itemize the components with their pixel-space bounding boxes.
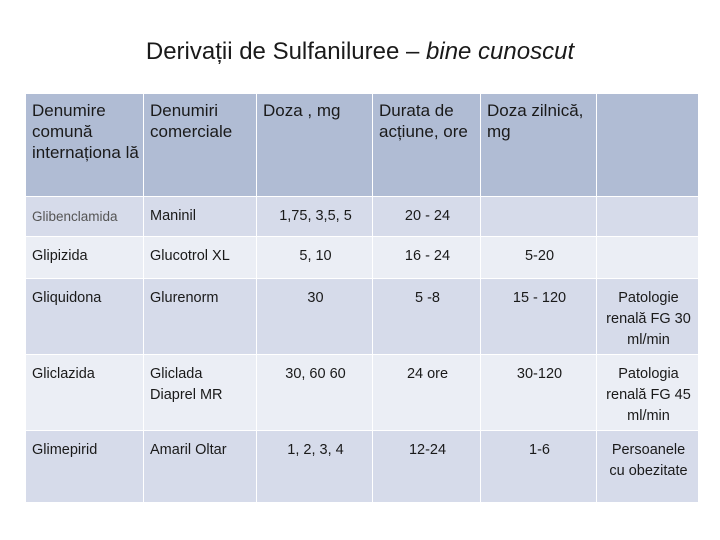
cell-daily: 30-120 [481,355,597,431]
cell-daily [481,197,597,237]
cell-trade: Maninil [144,197,257,237]
cell-duration: 5 -8 [373,279,481,355]
cell-dose: 5, 10 [257,237,373,279]
cell-daily: 15 - 120 [481,279,597,355]
sulfonylurea-table [25,93,699,503]
cell-duration: 20 - 24 [373,197,481,237]
header-duration: Durata de acțiune, ore [373,94,481,197]
slide-title [0,38,720,66]
table-row [26,431,699,503]
cell-dose: 1,75, 3,5, 5 [257,197,373,237]
cell-dose: 1, 2, 3, 4 [257,431,373,503]
cell-inn: Gliquidona [26,279,144,355]
cell-notes: Patologie renală FG 30 ml/min [597,279,699,355]
cell-dose: 30 [257,279,373,355]
table-row [26,237,699,279]
header-daily-dose: Doza zilnică, mg [481,94,597,197]
cell-daily: 5-20 [481,237,597,279]
table-row [26,197,699,237]
header-notes [597,94,699,197]
cell-trade: Gliclada Diaprel MR [144,355,257,431]
cell-duration: 24 ore [373,355,481,431]
cell-inn: Gliclazida [26,355,144,431]
title-italic: bine cunoscut [426,38,575,65]
cell-daily: 1-6 [481,431,597,503]
cell-trade: Glucotrol XL [144,237,257,279]
header-inn-name: Denumire comună internaționa lă [26,94,144,197]
cell-inn: Glipizida [26,237,144,279]
cell-duration: 16 - 24 [373,237,481,279]
cell-notes [597,237,699,279]
table-row [26,279,699,355]
cell-trade: Glurenorm [144,279,257,355]
cell-notes: Patologia renală FG 45 ml/min [597,355,699,431]
table-row [26,355,699,431]
cell-inn: Glimepirid [26,431,144,503]
header-dose: Doza , mg [257,94,373,197]
cell-trade: Amaril Oltar [144,431,257,503]
cell-duration: 12-24 [373,431,481,503]
title-main: Derivații de Sulfaniluree – [145,38,427,65]
cell-notes: Persoanele cu obezitate [597,431,699,503]
cell-inn: Glibenclamida [26,197,144,237]
cell-notes [597,197,699,237]
cell-dose: 30, 60 60 [257,355,373,431]
header-trade-names: Denumiri comerciale [144,94,257,197]
